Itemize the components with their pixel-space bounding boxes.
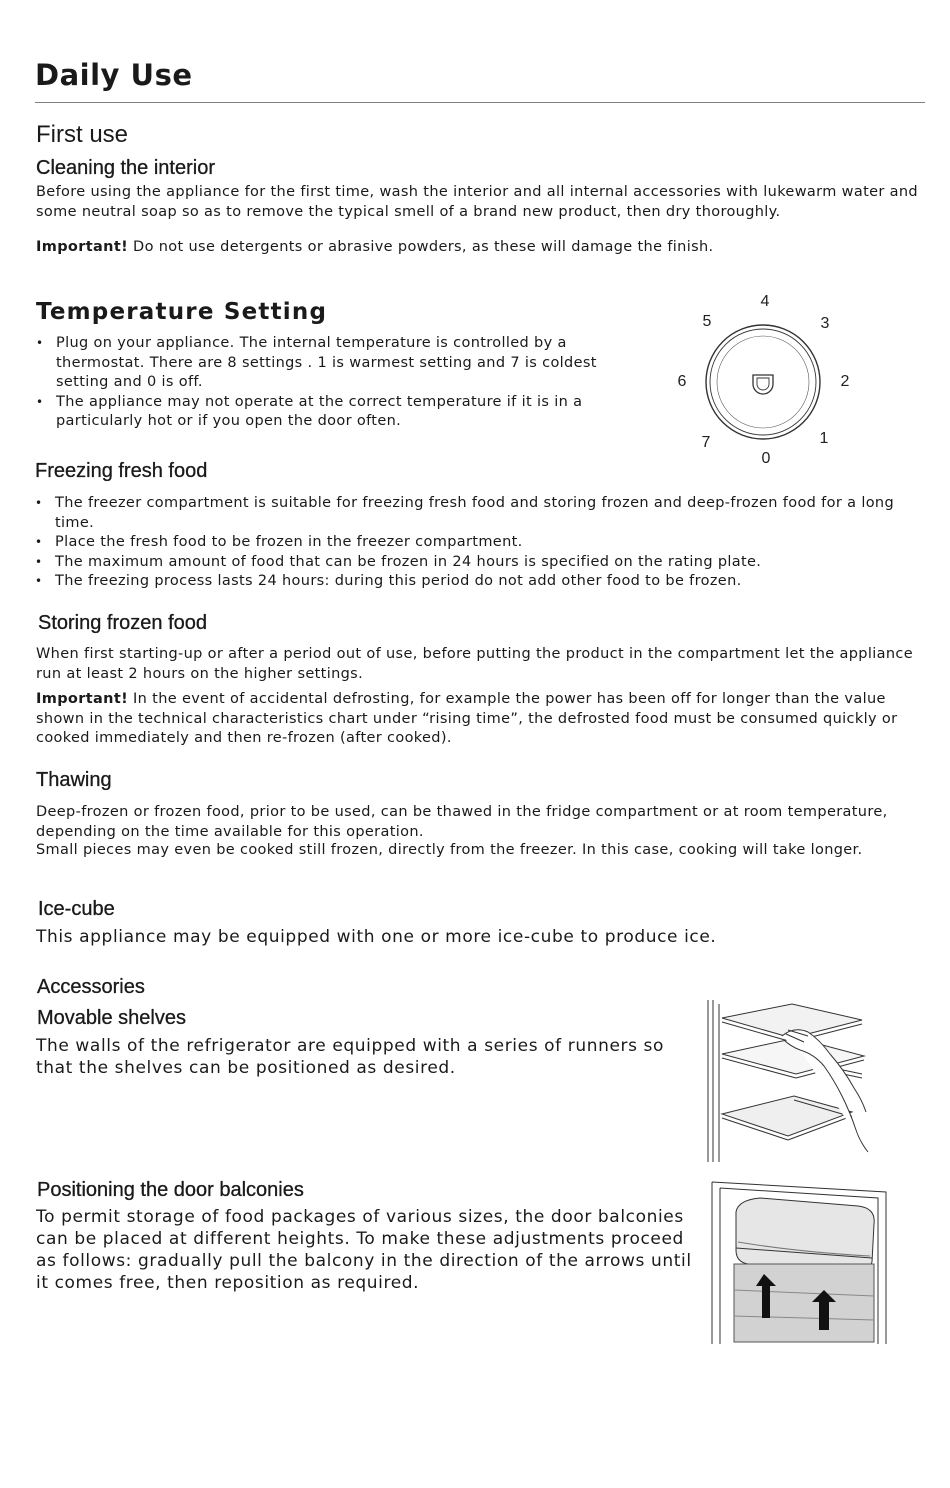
thermostat-dial-figure <box>664 285 864 470</box>
freezing-list <box>35 494 925 592</box>
thawing-text-1: Deep-frozen or frozen food, prior to be used, can be thawed in the fridge compartment or at room temperature, depending on the time available for this operation. <box>36 804 888 840</box>
ice-cube-heading: Ice-cube <box>38 898 115 920</box>
accessories-heading: Accessories <box>37 976 145 998</box>
dial-label: 7 <box>701 434 711 451</box>
title-divider <box>35 102 925 103</box>
page-title: Daily Use <box>35 58 193 92</box>
important-text: Do not use detergents or abrasive powders, as these will damage the finish. <box>128 239 714 255</box>
temperature-list <box>36 334 646 432</box>
important-text: In the event of accidental defrosting, for example the power has been off for longer than the value shown in the technical characteristics chart under “rising time”, the defrosted food must be consumed quickly or cooked immediately and then re-frozen (after cooked). <box>36 691 898 746</box>
dial-label: 0 <box>761 450 771 467</box>
list-item: • The maximum amount of food that can be frozen in 24 hours is specified on the rating plate. <box>35 553 925 573</box>
list-item: • Plug on your appliance. The internal temperature is controlled by a thermostat. There are 8 settings . 1 is warmest setting and 7 is coldest setting and 0 is off. <box>36 334 646 393</box>
ice-cube-text: This appliance may be equipped with one or more ice-cube to produce ice. <box>36 927 717 947</box>
storing-important <box>36 690 916 749</box>
thawing-text-2: Small pieces may even be cooked still frozen, directly from the freezer. In this case, cooking will take longer. <box>36 842 863 858</box>
dial-inner-ring <box>710 329 816 435</box>
balconies-text: To permit storage of food packages of various sizes, the door balconies can be placed at different heights. To make these adjustments proceed as follows: gradually pull the balcony in the direction of the arrows until it comes free, then reposition as required. <box>36 1207 692 1293</box>
list-item: • The appliance may not operate at the correct temperature if it is in a particularly hot or if you open the door often. <box>36 393 646 432</box>
important-label: Important! <box>36 691 129 707</box>
dial-label: 5 <box>702 313 712 330</box>
cleaning-heading: Cleaning the interior <box>36 157 215 179</box>
storing-text: When first starting-up or after a period out of use, before putting the product in the compartment let the appliance run at least 2 hours on the higher settings. <box>36 646 913 682</box>
important-label: Important! <box>36 239 129 255</box>
list-item: • The freezer compartment is suitable for freezing fresh food and storing frozen and deep-frozen food for a long time. <box>35 494 925 533</box>
dial-label: 3 <box>820 315 830 332</box>
first-use-heading: First use <box>36 121 129 148</box>
temperature-heading: Temperature Setting <box>36 299 328 325</box>
dial-outer-ring <box>706 325 820 439</box>
storing-heading: Storing frozen food <box>38 612 207 634</box>
shelves-text: The walls of the refrigerator are equipped with a series of runners so that the shelves can be positioned as desired. <box>36 1036 665 1078</box>
dial-face <box>717 336 809 428</box>
thawing-heading: Thawing <box>36 769 112 791</box>
dial-label: 6 <box>677 373 687 390</box>
dial-label: 1 <box>819 430 829 447</box>
dial-label: 2 <box>840 373 850 390</box>
list-item: • Place the fresh food to be frozen in the freezer compartment. <box>35 533 925 553</box>
cleaning-text: Before using the appliance for the first time, wash the interior and all internal accessories with lukewarm water and some neutral soap so as to remove the typical smell of a brand new product, then dry thoroughly. <box>36 184 918 220</box>
door-balconies-illustration <box>708 1178 890 1348</box>
dial-label: 4 <box>760 293 770 310</box>
movable-shelves-illustration <box>704 996 876 1166</box>
balconies-heading: Positioning the door balconies <box>37 1179 304 1201</box>
freezing-heading: Freezing fresh food <box>35 460 208 482</box>
shelves-heading: Movable shelves <box>37 1007 186 1029</box>
cleaning-important <box>36 238 926 258</box>
list-item: • The freezing process lasts 24 hours: during this period do not add other food to be frozen. <box>35 572 925 592</box>
